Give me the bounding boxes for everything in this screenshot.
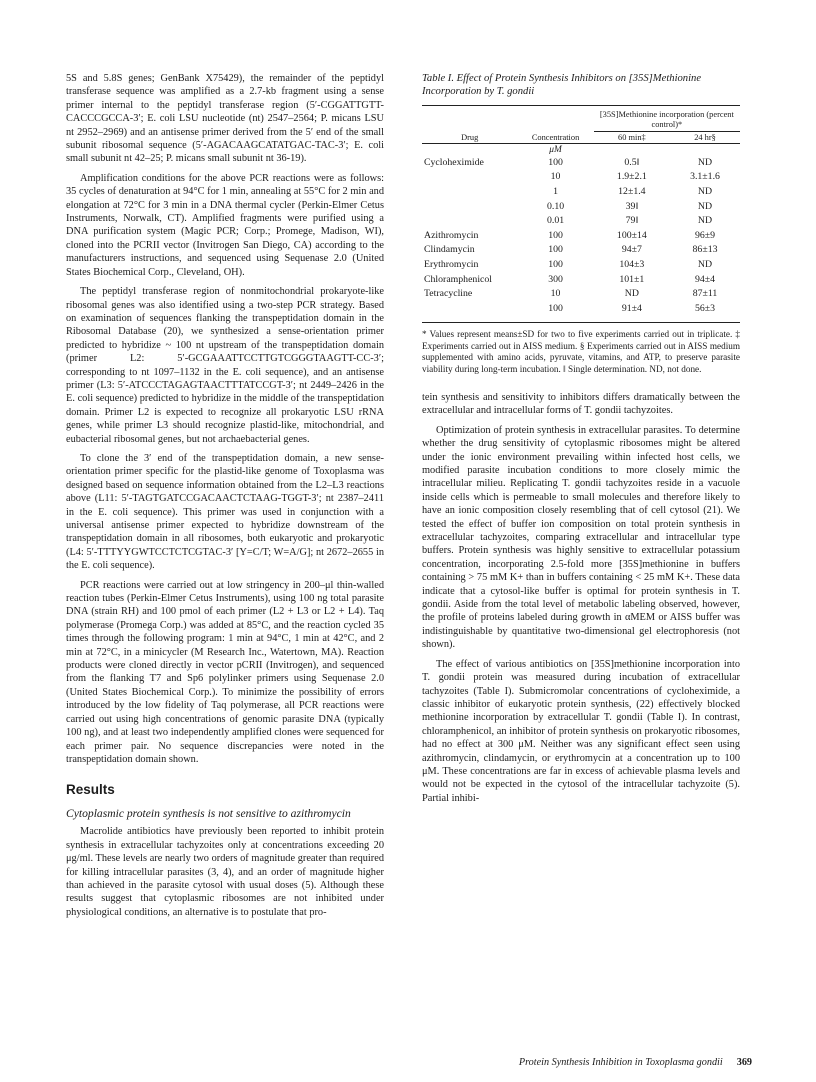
- concentration-cell: 10: [550, 288, 561, 300]
- table-1: [422, 105, 740, 324]
- value-24hr-cell: ND: [697, 200, 713, 212]
- drug-cell: Cycloheximide: [424, 156, 484, 168]
- running-title: Protein Synthesis Inhibition in Toxoplasma gondii: [518, 1057, 723, 1068]
- paragraph: PCR reactions were carried out at low stringency in 200–μl thin-walled reaction tubes (Perkin-Elmer Cetus Instruments), using 100 ng total parasite DNA (strain RH) and 100 pmol of each primer (L2 + L3 or L2 + L4). Taq polymerase (Promega Corp.) was added at 85°C, and the reaction cycled 35 times through the following program: 1 min at 94°C, 1 min at 42°C, and 2 min at 72°C, in a minicycler (M Research Inc., Watertown, MA). Reaction products were cloned directly in vector pCRII (Invitrogen), and sequenced from the flanking T7 and Sp6 polylinker primers using Sequenase 2.0 (United States Biochemical Corp.). To minimize the possibility of errors introduced by the low fidelity of Taq polymerase, all PCR reactions were carried out using high concentrations of genomic parasite DNA (typically 100 ng), and at least two independently amplified clones were sequenced for each primer pair. No sequence discrepancies were noted in the transpeptidation domain shown.: [66, 579, 384, 765]
- unit-label: μM: [549, 144, 562, 155]
- table-row: [422, 156, 740, 171]
- paragraph: The effect of various antibiotics on [35S]methionine incorporation into T. gondii protein was measured during incubation of extracellular tachyzoites (Table I). Submicromolar concentrations of cycloheximide, a classic inhibitor of eukaryotic protein synthesis, (22) effectively blocked methionine incorporation by extracellular T. gondii (Table I). In contrast, chloramphenicol, an inhibitor of protein synthesis on prokaryotic ribosomes, had no effect at 300 μM. Neither was any significant effect seen using azithromycin, clindamycin, or erythromycin at a concentration up to 100 μM. These concentrations are far in excess of achievable plasma levels and would not be expected in the cytosol of the intracellular tachyzoite (5). Partial inhibi-: [422, 658, 740, 804]
- paragraph: The peptidyl transferase region of nonmitochondrial prokaryote-like ribosomal genes was also identified using a two-step PCR strategy. Based on examination of sequences flanking the transpeptidation domain in the Ribosomal Database (20), we synthesized a sense-orientation primer predicted to hybridize ~ 100 nt upstream of the transpeptidation domain (primer L2: 5′-GCGAAATTCCTTGTCGGGTAAGTT-CC-3′; corresponding to nt 1097–1132 in the E. coli sequence), and an antisense primer (L3: 5′-ATCCCTAGAGTAACTTTATCCGT-3′; nt 2449–2426 in the E. coli sequence) predicted to hybridize in the middle of the transpeptidation domain. Primer L2 is expected to recognize all prokaryotic LSU rRNA genes, while primer L3 should recognize plastid-like, mitochondrial, and eubacterial ribosomal genes, but not archaebacterial genes.: [66, 286, 384, 445]
- table-row: [422, 287, 740, 302]
- value-60min-cell: 39‖: [625, 200, 639, 212]
- table-row: [422, 273, 740, 288]
- table-row: [422, 170, 740, 185]
- left-column: [66, 72, 384, 919]
- column-header-concentration: Concentration: [517, 131, 593, 143]
- value-24hr-cell: 96±9: [694, 229, 716, 241]
- value-24hr-cell: 56±3: [694, 302, 716, 314]
- table-caption: Table I. Effect of Protein Synthesis Inhibitors on [35S]Methionine Incorporation by T. gondii: [422, 73, 702, 98]
- drug-cell: Chloramphenicol: [424, 273, 493, 285]
- concentration-cell: 0.10: [546, 200, 565, 212]
- value-60min-cell: 94±7: [621, 244, 642, 256]
- table-row: [422, 200, 740, 215]
- value-60min-cell: 1.9±2.1: [616, 171, 647, 183]
- page-number: 369: [736, 1057, 752, 1068]
- concentration-cell: 10: [550, 171, 561, 183]
- value-60min-cell: 79‖: [625, 215, 639, 227]
- paragraph: Optimization of protein synthesis in extracellular parasites. To determine whether the drug sensitivity of cytoplasmic ribosomes might be altered under the ionic environment prevailing within infected host cells, we modified parasite incubation conditions to more closely mimic the intracellular milieu. Replicating T. gondii tachyzoites reside in a vacuole inside cells which is permeable to small molecules and therefore likely to have an ionic composition closely resembling that of cell cytosol (21). We tested the effect of buffer ion composition on total protein synthesis in extracellular tachyzoites, comparing extracellular and intracellular type buffers. Protein synthesis was highly sensitive to extracellular potassium concentration, incorporating 2.5-fold more [35S]methionine in buffers containing > 75 mM K+ than in buffers containing < 25 mM K+. These data indicate that a cytosol-like buffer is optimal for protein synthesis in T. gondii. Aside from the total level of metabolic labeling observed, however, the profile of proteins labeled during growth in αMEM or AISS buffer was indistinguishable by quantitative two-dimensional gel electrophoresis (not shown).: [422, 424, 740, 651]
- column-header-60min: 60 min‡: [594, 131, 670, 143]
- value-60min-cell: 91±4: [621, 302, 642, 314]
- drug-cell: Clindamycin: [424, 244, 475, 256]
- drug-cell: Azithromycin: [424, 229, 479, 241]
- right-column: [422, 72, 740, 805]
- paragraph: Macrolide antibiotics have previously been reported to inhibit protein synthesis in extracellular tachyzoites only at concentrations exceeding 20 μg/ml. These levels are nearly two orders of magnitude greater than required for killing intracellular parasites (3, 4), and an order of magnitude higher than achieved in the parasite cytosol with usual doses (5). Although these results suggest that cytoplasmic ribosomes are not inhibited under physiological conditions, an alternative is to postulate that pro-: [66, 826, 384, 918]
- table-row: [422, 258, 740, 273]
- concentration-cell: 100: [548, 244, 563, 256]
- concentration-cell: 100: [548, 156, 563, 168]
- section-subheading: Cytoplasmic protein synthesis is not sensitive to azithromycin: [66, 807, 351, 821]
- drug-cell: Erythromycin: [424, 258, 479, 270]
- results-heading: Results: [66, 782, 115, 798]
- drug-cell: Tetracycline: [424, 288, 473, 300]
- table-row: [422, 214, 740, 229]
- concentration-cell: 100: [548, 229, 563, 241]
- value-60min-cell: 100±14: [616, 229, 647, 241]
- value-60min-cell: 12±1.4: [618, 186, 646, 197]
- table-row: [422, 302, 740, 317]
- table-row: [422, 229, 740, 244]
- drug-cell: [422, 170, 517, 185]
- table-row: [422, 185, 740, 200]
- table-group-header: [35S]Methionine incorporation (percent control)*: [594, 109, 740, 132]
- paragraph: 5S and 5.8S genes; GenBank X75429), the remainder of the peptidyl transferase sequence was amplified as a 2.7-kb fragment using a sense primer internal to the peptidyl transferase region (5′-CGGATTGTT-CACCCGCCA-3′; E. coli LSU nucleotide (nt) 2547–2564; P. micans LSU nt 2952–2969) and an antisense primer derived from the 5′ end of the small subunit ribosomal sequence (5′-AGACAAGCATATGAC-TAC-3′; E. coli small subunit nt 42–25; P. micans small subunit nt 36-19).: [66, 73, 384, 165]
- concentration-cell: 300: [548, 273, 563, 285]
- paragraph: To clone the 3′ end of the transpeptidation domain, a new sense-orientation primer specific for the plastid-like genome of Toxoplasma was designed based on sequence information obtained from the L2–L3 reactions above (L11: 5′-TAGTGATCCGACAACTCTAAG-TGGT-3′; nt 2387–2411 in the E. coli sequence). This primer was used in conjunction with a universal antisense primer expected to hybridize downstream of the transpeptidation domain in all ribosomes, both eukaryotic and prokaryotic (L4: 5′-TTTYYGWTCCTCTCGTAC-3′ [Y=C/T; W=A/G]; nt 2672–2655 in the E. coli sequence).: [66, 452, 384, 572]
- value-24hr-cell: ND: [697, 215, 713, 227]
- value-24hr-cell: 3.1±1.6: [690, 171, 720, 183]
- column-header-drug: Drug: [422, 131, 517, 143]
- value-60min-cell: 104±3: [619, 258, 645, 270]
- paragraph: Amplification conditions for the above PCR reactions were as follows: 35 cycles of denaturation at 94°C for 1 min, annealing at 55°C for 2 min and elongation at 72°C for 3 min in a DNA thermal cycler (Perkin-Elmer Cetus Instruments, Norwalk, CT). Amplified fragments were purified using a DNA purification system (Magic PCR; Corp.; Promege, Madison, WI), cloned into the PCRII vector (Invitrogen San Diego, CA) according to the manufacturers instructions, and sequenced using Sequenase 2.0 (United States Biochemical Corp., Cleveland, OH).: [66, 172, 384, 278]
- drug-cell: [422, 185, 517, 200]
- value-24hr-cell: ND: [697, 258, 713, 270]
- value-24hr-cell: 94±4: [694, 273, 716, 285]
- paragraph: tein synthesis and sensitivity to inhibitors differs dramatically between the extracellular and intracellular forms of T. gondii tachyzoites.: [422, 391, 740, 417]
- value-24hr-cell: ND: [697, 156, 713, 168]
- value-60min-cell: 101±1: [619, 273, 645, 285]
- drug-cell: [422, 214, 517, 229]
- value-60min-cell: 0.5‖: [624, 156, 640, 168]
- concentration-cell: 0.01: [546, 215, 565, 227]
- value-24hr-cell: 86±13: [692, 244, 718, 256]
- drug-cell: [422, 200, 517, 215]
- column-header-24hr: 24 hr§: [670, 131, 740, 143]
- table-footnote: * Values represent means±SD for two to five experiments carried out in triplicate. ‡ Experiments carried out in AISS medium. § Experiments carried out in AISS medium supplemented with amino acids, pyruvate, vitamins, and ATP, to preserve parasite viability during long-term incubation. ‖ Single determination. ND, not done.: [422, 329, 740, 374]
- concentration-cell: 100: [548, 302, 563, 314]
- value-24hr-cell: ND: [697, 186, 713, 197]
- drug-cell: [422, 302, 517, 317]
- concentration-cell: 100: [548, 258, 563, 270]
- value-60min-cell: ND: [624, 288, 639, 300]
- value-24hr-cell: 87±11: [692, 288, 718, 300]
- table-row: [422, 243, 740, 258]
- page-footer: [460, 1057, 752, 1068]
- concentration-cell: 1: [553, 186, 558, 197]
